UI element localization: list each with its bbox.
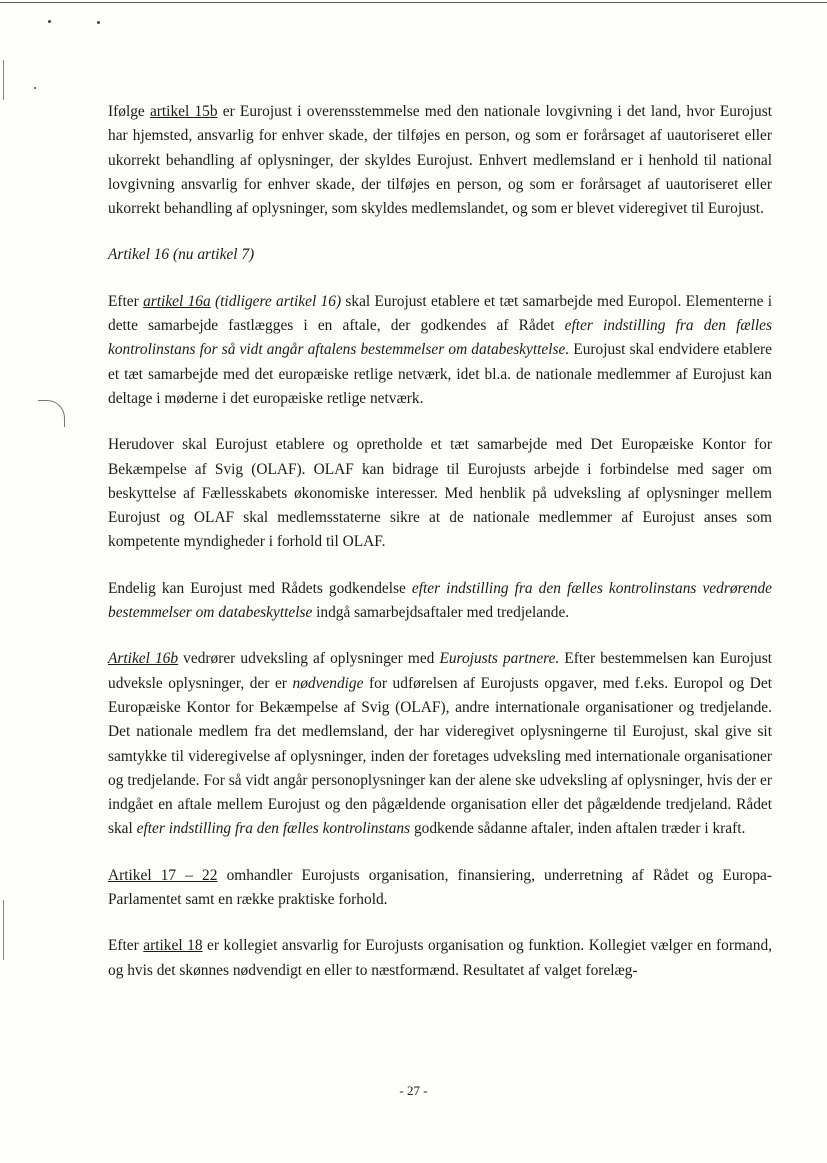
italic-run: efter indstilling fra den fælles kontrolinstans for så vidt angår aftalens bestemmelser om databeskyttelse.: [108, 317, 772, 359]
italic-run: Eurojusts partnere.: [439, 650, 560, 668]
text-run: Ifølge: [108, 103, 150, 120]
paragraph-organisation: [108, 864, 772, 913]
paragraph-information-exchange: [108, 647, 772, 841]
text-run: Eurojust skal endvidere etablere et tæt samarbejde med det europæiske retlige netværk, idet bl.a. de nationale medlemmer af Eurojust kan deltage i møderne i det europæiske retlige netværk.: [108, 341, 772, 407]
scan-margin-line: [3, 60, 4, 100]
scan-speck: [97, 21, 100, 24]
margin-mark: [38, 400, 65, 427]
paragraph-third-countries: [108, 577, 772, 626]
article-reference: artikel 16a: [143, 292, 211, 310]
text-run: Endelig kan Eurojust med Rådets godkendelse: [108, 579, 412, 597]
paragraph-olaf: Herudover skal Eurojust etablere og opretholde et tæt samarbejde med Det Europæiske Kontor for Bekæmpelse af Svig (OLAF). OLAF kan bidrage til Eurojusts arbejde i forbindelse med sager om beskyttelse af Fællesskabets økonomiske interesser. Med henblik på udveksling af oplysninger mellem Eurojust og OLAF skal medlemsstaterne sikre at de nationale medlemmer af Eurojust anses som kompetente myndigheder i forhold til OLAF.: [108, 436, 772, 551]
article-reference: Artikel 16b: [108, 650, 179, 668]
text-run: omhandler Eurojusts organisation, finansiering, underretning af Rådet og Europa-Parlamentet samt en række praktiske forhold.: [108, 866, 772, 909]
scan-edge-line: [0, 2, 827, 3]
italic-run: efter indstilling fra den fælles kontrolinstans vedrørende bestemmelser om databeskyttelse: [108, 579, 772, 622]
article-reference: artikel 18: [143, 937, 203, 955]
text-run: vedrører udveksling af oplysninger med: [178, 650, 440, 668]
page-number: - 27 -: [399, 1083, 428, 1098]
article-reference: artikel 15b: [149, 103, 218, 120]
text-run: er kollegiet ansvarlig for Eurojusts organisation og funktion. Kollegiet vælger en formand, og hvis det skønnes nødvendigt en eller to næstformænd. Resultatet af valget forelæg-: [108, 937, 772, 979]
scan-speck: [48, 20, 51, 23]
body-text: [108, 100, 772, 983]
text-run: indgå samarbejdsaftaler med tredjelande.: [312, 604, 570, 622]
italic-run: (tidligere artikel 16): [210, 292, 342, 310]
text-run: skal Eurojust etablere et tæt samarbejde med Europol. Elementerne i dette samarbejde fastlægges i en aftale, der godkendes af Rådet: [108, 292, 773, 335]
scan-speck: [34, 87, 36, 89]
text-run: Efter: [108, 292, 144, 310]
paragraph-college: [108, 934, 772, 983]
italic-run: nødvendige: [292, 674, 364, 692]
section-heading: [108, 243, 772, 267]
heading-text: Artikel 16 (nu artikel 7): [108, 246, 255, 264]
text-run: Efter: [108, 937, 144, 955]
text-run: er Eurojust i overensstemmelse med den nationale lovgivning i det land, hvor Eurojust har hjemsted, ansvarlig for enhver skade, der tilføjes en person, og som er forårsaget af uautoriseret eller ukorrekt behandling af oplysninger, der skyldes Eurojust. Enhvert medlemsland er i henhold til national lovgivning ansvarlig for enhver skade, der tilføjes en person, og som er forårsaget af uautoriseret eller ukorrekt behandling af oplysninger, som skyldes medlemslandet, og som er blevet videregivet til Eurojust.: [108, 103, 772, 218]
text-run: Efter bestemmelsen kan Eurojust udveksle oplysninger, der er: [108, 650, 772, 692]
text-run: for udførelsen af Eurojusts opgaver, med f.eks. Europol og Det Europæiske Kontor for Bekæmpelse af Svig (OLAF), andre internationale organisationer og tredjelande. Det nationale medlem fra det medlemsland, der har videregivet oplysningerne til Eurojust, skal give sit samtykke til videregivelse af oplysninger, inden der foretages udveksling med internationale organisationer og tredjelande. For så vidt angår personoplysninger kan der alene ske udveksling af oplysninger, hvis der er indgået en aftale mellem Eurojust og den pågældende organisation eller det pågældende tredjeland. Rådet skal: [108, 674, 773, 838]
paragraph-europol: [108, 290, 772, 411]
italic-run: efter indstilling fra den fælles kontrolinstans: [136, 820, 411, 838]
article-reference: Artikel 17 – 22: [108, 866, 218, 884]
paragraph-liability: [108, 100, 772, 221]
scan-margin-line: [3, 900, 4, 960]
text-run: godkende sådanne aftaler, inden aftalen træder i kraft.: [410, 820, 746, 838]
